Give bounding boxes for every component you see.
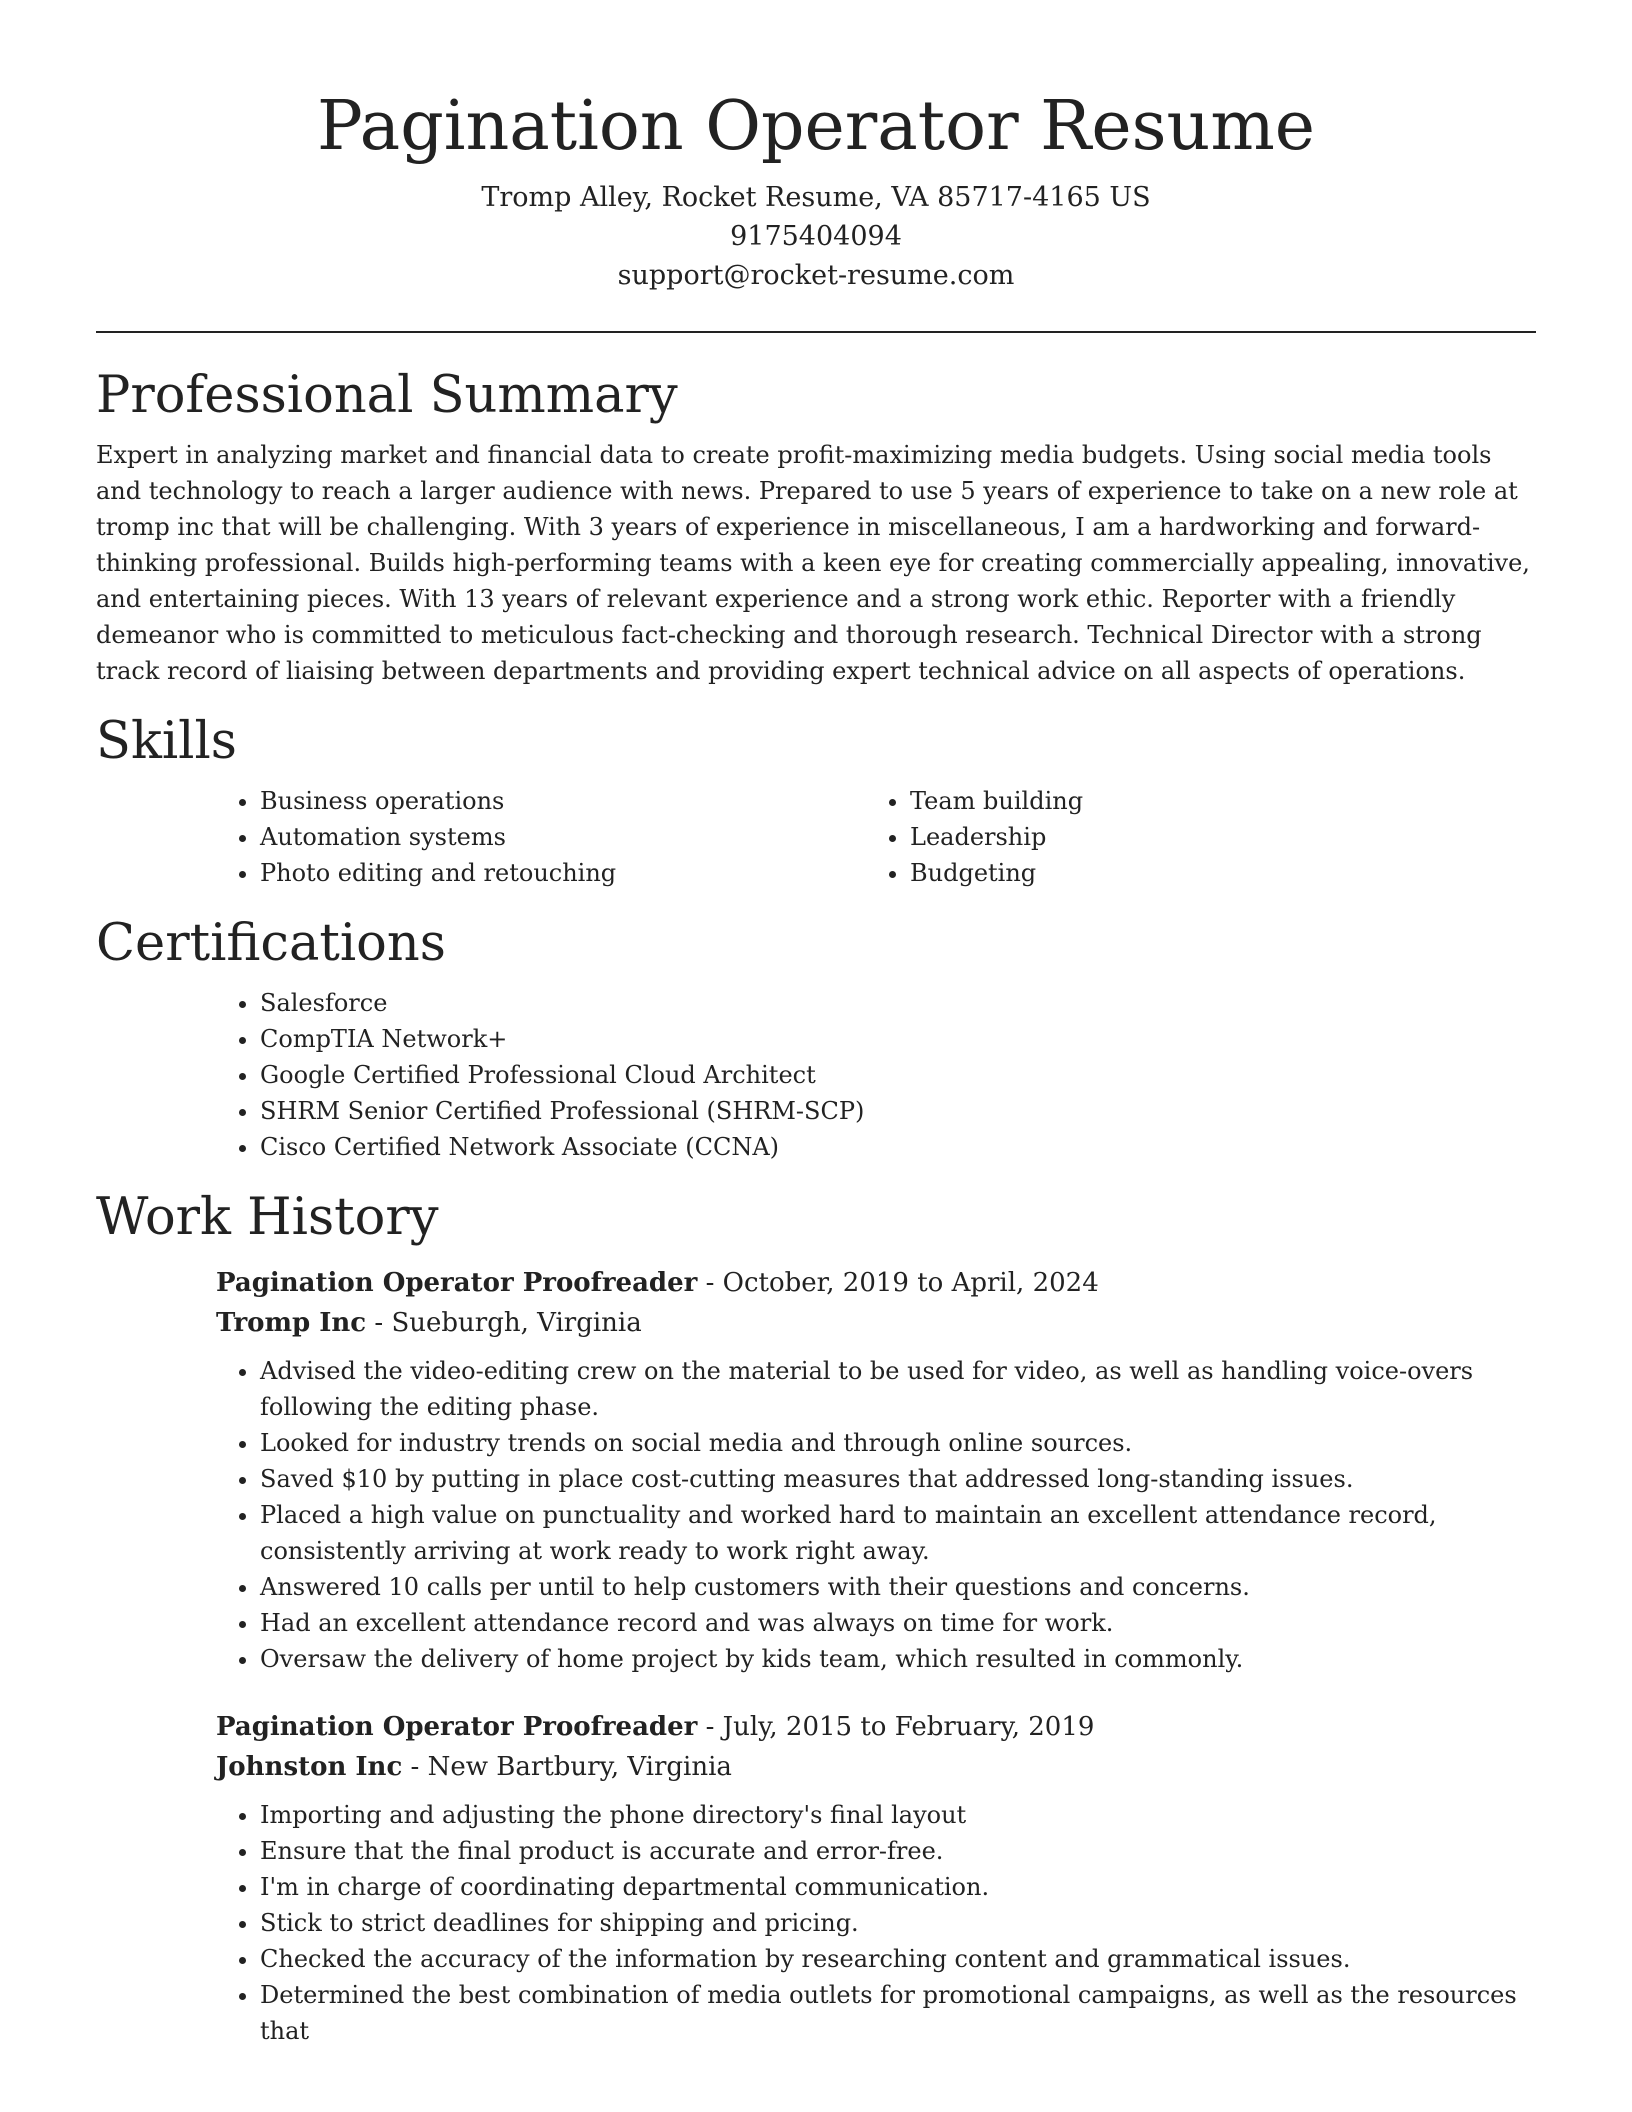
job-company: Johnston Inc bbox=[216, 1752, 403, 1782]
job-duty: • Answered 10 calls per until to help customers with their questions and concerns. bbox=[260, 1569, 1536, 1605]
job-title: Pagination Operator Proofreader bbox=[216, 1268, 698, 1298]
skills-grid bbox=[216, 783, 1536, 891]
skill-item: • Photo editing and retouching bbox=[260, 855, 866, 891]
job-duty: • Checked the accuracy of the information by researching content and grammatical issues. bbox=[260, 1941, 1536, 1977]
page-title: Pagination Operator Resume bbox=[316, 87, 1316, 166]
job-title: Pagination Operator Proofreader bbox=[216, 1712, 698, 1742]
certifications-heading: Certifications bbox=[96, 914, 446, 973]
job-duties-list bbox=[216, 1797, 1536, 2049]
contact-email: support@rocket-resume.com bbox=[617, 260, 1015, 291]
skills-heading: Skills bbox=[96, 712, 237, 771]
certifications-list bbox=[216, 985, 1536, 1165]
job-duty: • Looked for industry trends on social media and through online sources. bbox=[260, 1425, 1536, 1461]
job-duty: • Oversaw the delivery of home project by kids team, which resulted in commonly. bbox=[260, 1641, 1536, 1677]
job-entry bbox=[216, 1263, 1536, 1677]
job-dates: July, 2015 to February, 2019 bbox=[722, 1712, 1095, 1742]
skills-column-right bbox=[866, 783, 1516, 891]
summary-text: Expert in analyzing market and financial data to create profit-maximizing media budgets. Using social media tools and technology to reach a larger audience with news. Prepared to use 5 years of experience to take on a new role at tromp inc that will be challenging. With 3 years of experience in miscellaneous, I am a hardworking and forward-thinking professional. Builds high-performing teams with a keen eye for creating commercially appealing, innovative, and entertaining pieces. With 13 years of relevant experience and a strong work ethic. Reporter with a friendly demeanor who is committed to meticulous fact-checking and thorough research. Technical Director with a strong track record of liaising between departments and providing expert technical advice on all aspects of operations. bbox=[96, 441, 1530, 685]
job-heading bbox=[216, 1263, 1536, 1303]
job-heading bbox=[216, 1707, 1536, 1747]
resume-header bbox=[96, 0, 1536, 295]
job-duty: • Advised the video-editing crew on the material to be used for video, as well as handling voice-overs following the editing phase. bbox=[260, 1353, 1536, 1425]
skill-item: • Budgeting bbox=[910, 855, 1516, 891]
summary-section bbox=[96, 365, 1536, 689]
job-duty: • Importing and adjusting the phone directory's final layout bbox=[260, 1797, 1536, 1833]
summary-heading: Professional Summary bbox=[96, 366, 678, 425]
certification-item: • Salesforce bbox=[260, 985, 1536, 1021]
separator: - bbox=[697, 1268, 723, 1298]
header-divider bbox=[96, 331, 1536, 333]
work-history-heading: Work History bbox=[96, 1188, 439, 1247]
separator: - bbox=[402, 1752, 428, 1782]
job-duty: • Stick to strict deadlines for shipping and pricing. bbox=[260, 1905, 1536, 1941]
skills-section bbox=[96, 711, 1536, 891]
resume-page bbox=[96, 0, 1536, 2112]
job-company: Tromp Inc bbox=[216, 1308, 367, 1338]
contact-address: Tromp Alley, Rocket Resume, VA 85717-4165 US bbox=[481, 182, 1151, 213]
contact-phone: 9175404094 bbox=[730, 221, 902, 252]
job-company-line bbox=[216, 1303, 1536, 1343]
skill-item: • Leadership bbox=[910, 819, 1516, 855]
certifications-section bbox=[96, 913, 1536, 1165]
job-duty: • Saved $10 by putting in place cost-cutting measures that addressed long-standing issues. bbox=[260, 1461, 1536, 1497]
job-dates: October, 2019 to April, 2024 bbox=[722, 1268, 1099, 1298]
certification-item: • Google Certified Professional Cloud Architect bbox=[260, 1057, 1536, 1093]
job-duty: • Determined the best combination of media outlets for promotional campaigns, as well as the resources that bbox=[260, 1977, 1536, 2049]
skill-item: • Automation systems bbox=[260, 819, 866, 855]
job-duty: • I'm in charge of coordinating departmental communication. bbox=[260, 1869, 1536, 1905]
job-location: Sueburgh, Virginia bbox=[391, 1308, 642, 1338]
certification-item: • Cisco Certified Network Associate (CCNA) bbox=[260, 1129, 1536, 1165]
work-history-section bbox=[96, 1187, 1536, 2049]
skill-item: • Team building bbox=[910, 783, 1516, 819]
skills-column-left bbox=[216, 783, 866, 891]
certification-item: • CompTIA Network+ bbox=[260, 1021, 1536, 1057]
job-duty: • Placed a high value on punctuality and worked hard to maintain an excellent attendance record, consistently arriving at work ready to work right away. bbox=[260, 1497, 1536, 1569]
job-duty: • Had an excellent attendance record and was always on time for work. bbox=[260, 1605, 1536, 1641]
contact-info bbox=[96, 178, 1536, 295]
job-entry bbox=[216, 1707, 1536, 2049]
separator: - bbox=[697, 1712, 723, 1742]
skill-item: • Business operations bbox=[260, 783, 866, 819]
job-duties-list bbox=[216, 1353, 1536, 1677]
job-duty: • Ensure that the final product is accurate and error-free. bbox=[260, 1833, 1536, 1869]
job-location: New Bartbury, Virginia bbox=[427, 1752, 732, 1782]
separator: - bbox=[366, 1308, 392, 1338]
job-company-line bbox=[216, 1747, 1536, 1787]
certification-item: • SHRM Senior Certified Professional (SHRM-SCP) bbox=[260, 1093, 1536, 1129]
